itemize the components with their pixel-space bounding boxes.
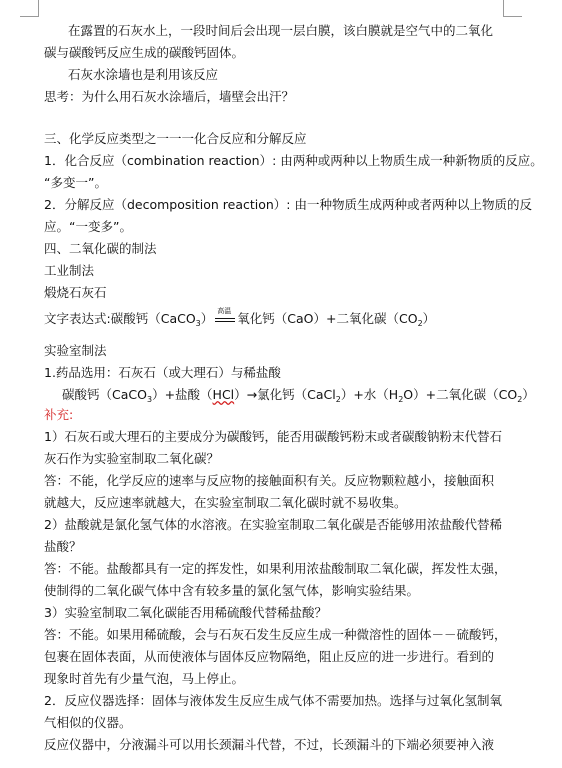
page-corner-mark-left <box>20 0 39 17</box>
combination-reaction-def-cont: “多变一”。 <box>44 175 107 190</box>
lab-method-heading: 实验室制法 <box>44 343 107 358</box>
question-2-cont: 盐酸？ <box>44 539 82 554</box>
lab-equation: 碳酸钙（CaCO$_3$）+盐酸（HCl）→氯化钙（CaCl$_2$）+水$(H_2O)+$二氧化碳$(CO_2)$ <box>62 387 535 404</box>
paragraph-white-film-cont: 碳与碳酸钙反应生成的碳酸钙固体。 <box>44 45 245 60</box>
answer-1: 答：不能，化学反应的速率与反应物的接触面积有关。反应物颗粒越小，接触面积 <box>44 473 495 488</box>
calcine-limestone: 煅烧石灰石 <box>44 285 107 300</box>
apparatus-selection-cont: 气相似的仪器。 <box>44 715 132 730</box>
answer-1-cont: 就越大，反应速率就越大，在实验室制取二氧化碳时就不易收集。 <box>44 495 407 510</box>
paragraph-white-film: 在露置的石灰水上，一段时间后会出现一层白膜，该白膜就是空气中的二氧化 <box>68 23 494 38</box>
paragraph-wall: 石灰水涂墙也是利用该反应 <box>68 67 219 82</box>
question-2: 2）盐酸就是氯化氢气体的水溶液。在实验室制取二氧化碳是否能够用浓盐酸代替稀 <box>44 517 502 532</box>
industrial-method-heading: 工业制法 <box>44 263 95 278</box>
think-question: 思考：为什么用石灰水涂墙后，墙壁会出汗？ <box>44 89 295 104</box>
decomposition-reaction-def: 2．分解反应（decomposition reaction）: 由一种物质生成两种或者两种以上物质的反 <box>44 197 532 212</box>
answer-2: 答：不能。盐酸都具有一定的挥发性，如果利用浓盐酸制取二氧化碳，挥发性太强， <box>44 561 507 576</box>
answer-2-cont: 使制得的二氧化碳气体中含有较多量的氯化氢气体，影响实验结果。 <box>44 583 420 598</box>
supplement-label: 补充: <box>44 407 74 422</box>
question-1: 1）石灰石或大理石的主要成分为碳酸钙，能否用碳酸钙粉末或者碳酸钠粉末代替石 <box>44 429 502 444</box>
decomposition-reaction-def-cont: 应。“一变多”。 <box>44 219 132 234</box>
question-3: 3）实验室制取二氧化碳能否用稀硫酸代替稀盐酸？ <box>44 605 327 620</box>
section-4-heading: 四、二氧化碳的制法 <box>44 241 157 256</box>
question-1-cont: 灰石作为实验室制取二氧化碳？ <box>44 451 220 466</box>
page-corner-mark-right <box>503 0 522 17</box>
answer-3-cont: 包裹在固体表面，从而使液体与固体反应物隔绝，阻止反应的进一步进行。看到的 <box>44 649 495 664</box>
section-3-heading: 三、化学反应类型之一一一化合反应和分解反应 <box>44 131 307 146</box>
answer-3-cont2: 现象时首先有少量气泡，马上停止。 <box>44 671 245 686</box>
word-equation: 文字表达式:碳酸钙（CaCO$_3$） 高温 氧化钙（CaO）+二氧化碳$(CO_2)$ <box>44 307 436 328</box>
reaction-condition-arrow: 高温 <box>213 310 237 328</box>
combination-reaction-def: 1．化合反应（combination reaction）: 由两种或两种以上物质生成一种新物质的反应。 <box>44 153 543 168</box>
apparatus-selection: 2．反应仪器选择：固体与液体发生反应生成气体不需要加热。选择与过氧化氢制氧 <box>44 693 502 708</box>
drug-selection: 1.药品选用：石灰石（或大理石）与稀盐酸 <box>44 365 281 380</box>
apparatus-funnel-note: 反应仪器中，分液漏斗可以用长颈漏斗代替，不过，长颈漏斗的下端必须要神入液 <box>44 737 495 752</box>
answer-3: 答：不能。如果用稀硫酸，会与石灰石发生反应生成一种微溶性的固体－－硫酸钙， <box>44 627 507 642</box>
